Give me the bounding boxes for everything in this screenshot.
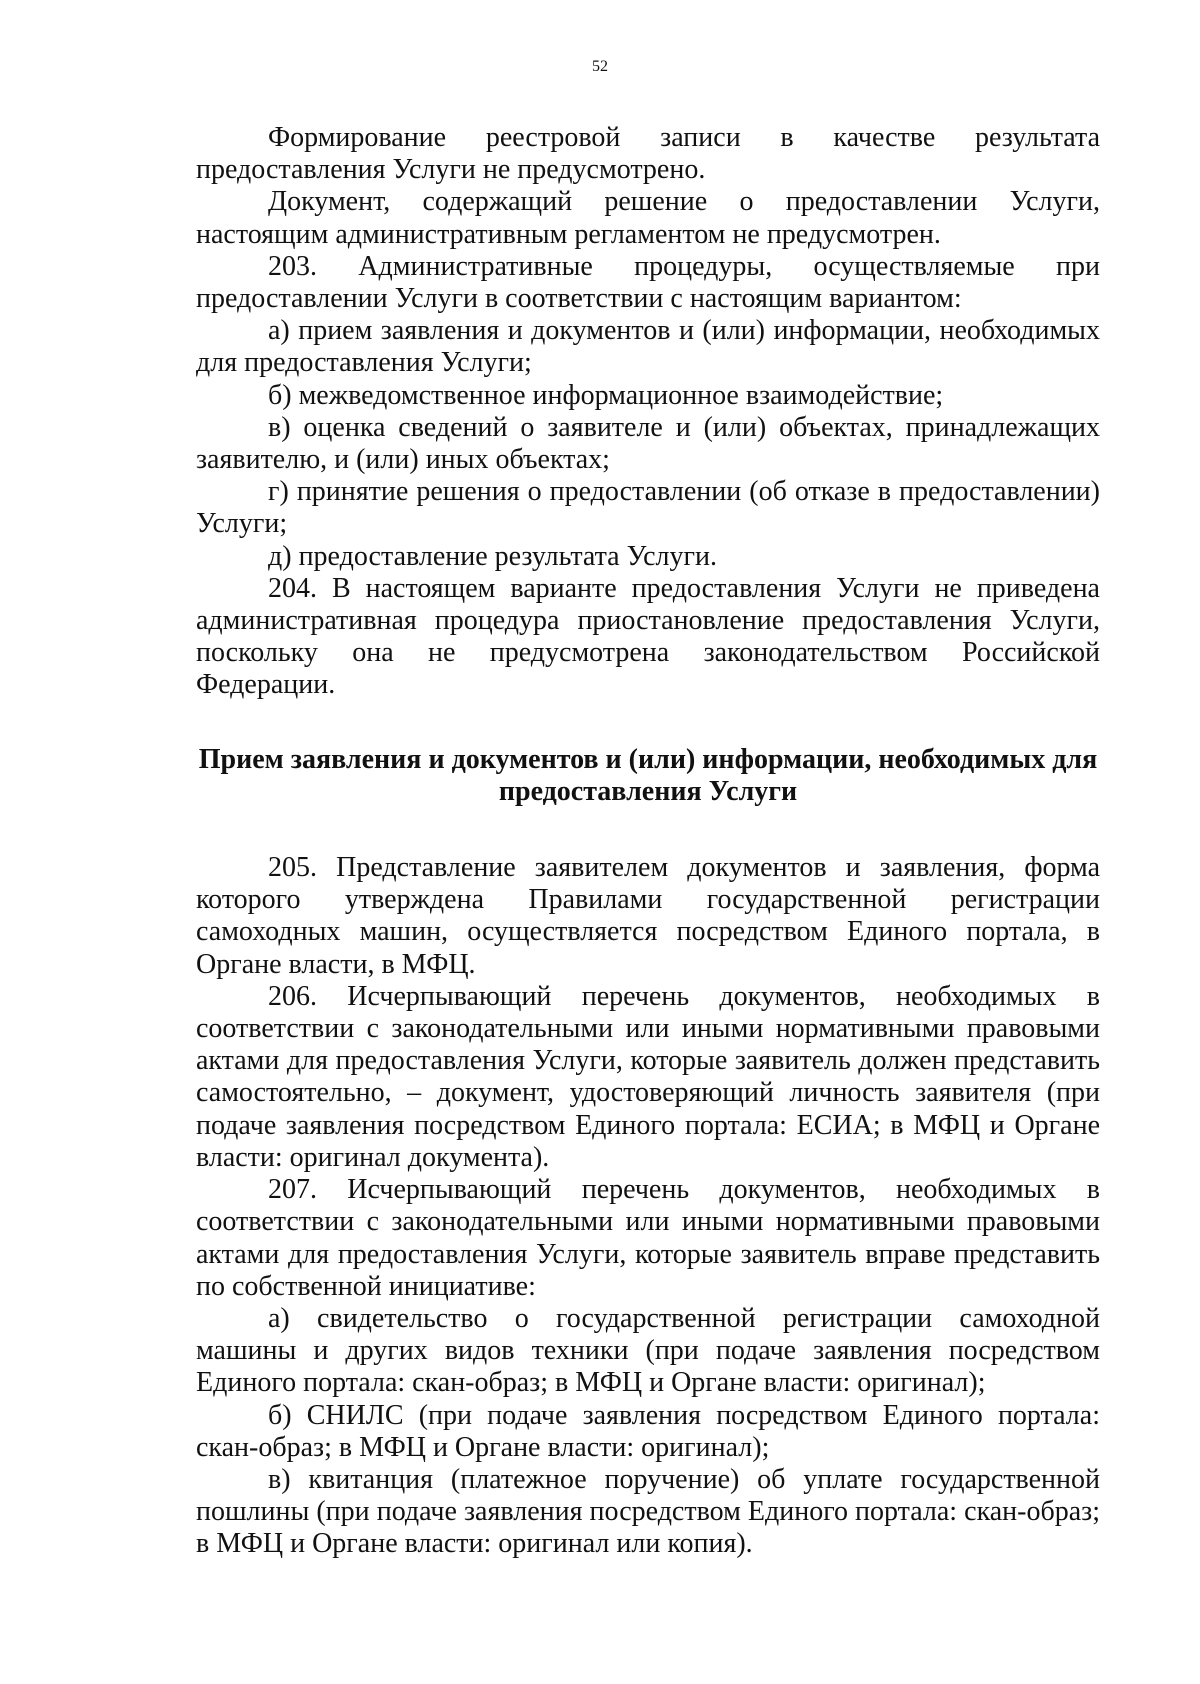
- section-heading-line2: предоставления Услуги: [498, 775, 798, 807]
- paragraph-205: 205. Представление заявителем документов и заявления, форма которого утверждена Правилами государственной регистрации самоходных машин, осуществляется посредством Единого портала, в Органе власти, в МФЦ.: [196, 852, 1100, 980]
- list-item-a: а) прием заявления и документов и (или) информации, необходимых для предоставления Услуги;: [196, 315, 1100, 379]
- list-item-v: в) оценка сведений о заявителе и (или) объектах, принадлежащих заявителю, и (или) иных объектах;: [196, 411, 1100, 476]
- paragraph-204: 204. В настоящем варианте предоставления Услуги не приведена административная процедура приостановление предоставления Услуги, поскольку она не предусмотрена законодательством Российской Федерации.: [196, 572, 1100, 701]
- list-item-g: г) принятие решения о предоставлении (об отказе в предоставлении) Услуги;: [196, 476, 1100, 540]
- section-heading: [196, 744, 1100, 808]
- list-item-b: б) межведомственное информационное взаимодействие;: [268, 379, 944, 411]
- document-body: [196, 122, 1100, 1561]
- list-item-207-b: б) СНИЛС (при подаче заявления посредством Единого портала: скан-образ; в МФЦ и Органе власти: оригинал);: [196, 1399, 1100, 1463]
- paragraph-206: 206. Исчерпывающий перечень документов, необходимых в соответствии с законодательными или иными нормативными правовыми актами для предоставления Услуги, которые заявитель должен представить самостоятельно, – документ, удостоверяющий личность заявителя (при подаче заявления посредством Единого портала: ЕСИА; в МФЦ и Органе власти: оригинал документа).: [196, 980, 1100, 1173]
- paragraph-203: 203. Административные процедуры, осуществляемые при предоставлении Услуги в соответствии с настоящим вариантом:: [196, 250, 1100, 315]
- page-number: 52: [592, 58, 608, 75]
- section-heading-line1: Прием заявления и документов и (или) информации, необходимых для: [198, 743, 1098, 775]
- list-item-207-a: а) свидетельство о государственной регистрации самоходной машины и других видов техники (при подаче заявления посредством Единого портала: скан-образ; в МФЦ и Органе власти: оригинал);: [196, 1302, 1100, 1399]
- list-item-d: д) предоставление результата Услуги.: [268, 540, 717, 572]
- paragraph-decision-document: Документ, содержащий решение о предоставлении Услуги, настоящим административным регламентом не предусмотрен.: [196, 186, 1100, 250]
- list-item-207-v: в) квитанция (платежное поручение) об уплате государственной пошлины (при подаче заявления посредством Единого портала: скан-образ; в МФЦ и Органе власти: оригинал или копия).: [196, 1463, 1100, 1560]
- paragraph-207: 207. Исчерпывающий перечень документов, необходимых в соответствии с законодательными или иными нормативными правовыми актами для предоставления Услуги, которые заявитель вправе представить по собственной инициативе:: [196, 1174, 1100, 1302]
- paragraph-registry-record: Формирование реестровой записи в качестве результата предоставления Услуги не предусмотрено.: [196, 122, 1100, 186]
